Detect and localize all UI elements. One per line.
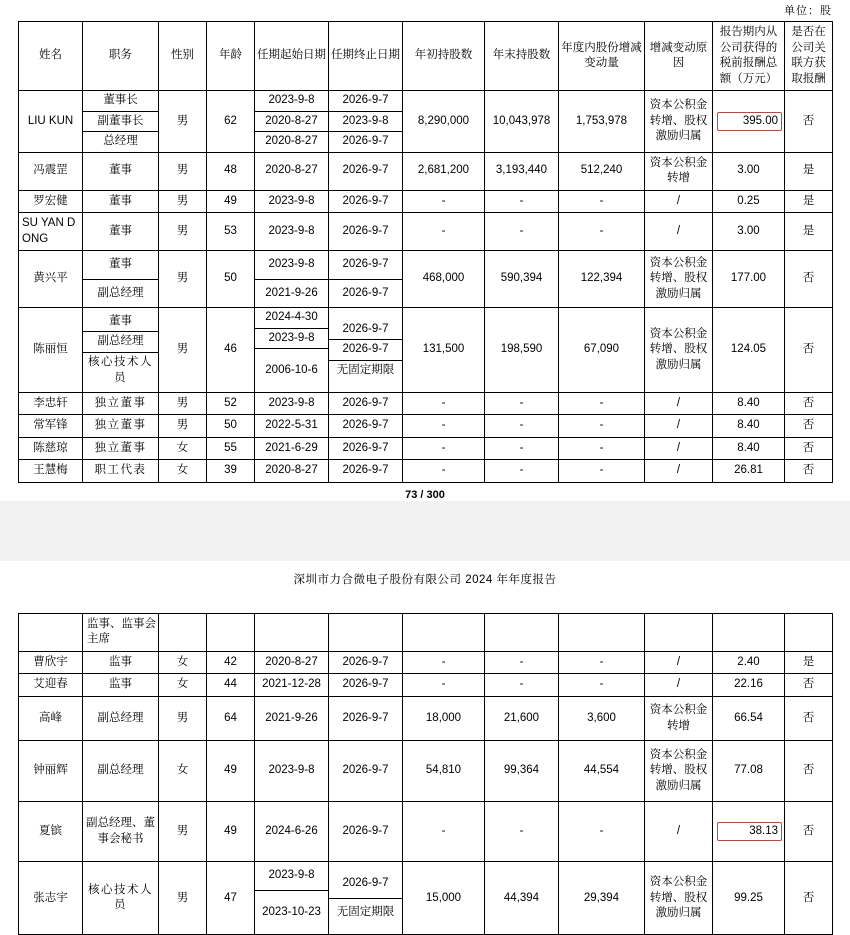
cell-title: 副总经理	[83, 332, 158, 353]
cell-name: 李忠轩	[19, 392, 83, 415]
cell-gender: 女	[159, 674, 207, 697]
cell-related-party-pay: 否	[785, 392, 833, 415]
cell-change-reason: 资本公积金转增、股权激励归属	[645, 862, 713, 935]
table-row	[19, 862, 833, 935]
cell-shares-end: 198,590	[485, 308, 559, 393]
cell-name: 冯震罡	[19, 152, 83, 190]
cell-start-date: 2024-6-26	[255, 801, 329, 862]
cell-age	[207, 613, 255, 651]
cell-change-reason: /	[645, 801, 713, 862]
cell-shares-end: 99,364	[485, 741, 559, 802]
cell-start-date: 2023-9-8	[255, 213, 329, 251]
cell-end-date: 2026-9-7	[329, 91, 402, 112]
cell-shares-change: -	[559, 415, 645, 438]
cell-related-party-pay: 是	[785, 152, 833, 190]
cell-change-reason: /	[645, 460, 713, 483]
cell-related-party-pay: 否	[785, 91, 833, 153]
cell-change-reason: /	[645, 190, 713, 213]
cell-shares-end: 21,600	[485, 696, 559, 741]
cell-start-date: 2020-8-27	[255, 651, 329, 674]
cell-age: 49	[207, 801, 255, 862]
cell-shares-begin: -	[403, 190, 485, 213]
cell-title: 董事	[83, 251, 158, 280]
cell-gender: 男	[159, 308, 207, 393]
cell-shares-begin: -	[403, 415, 485, 438]
cell-pay: 8.40	[713, 437, 785, 460]
cell-start-date: 2021-9-26	[265, 286, 318, 299]
cell-name: LIU KUN	[19, 91, 83, 153]
cell-age: 50	[207, 251, 255, 308]
cell-start-date: 2023-9-8	[255, 862, 328, 891]
cell-age: 62	[207, 91, 255, 153]
cell-gender: 女	[159, 741, 207, 802]
cell-shares-change: 1,753,978	[559, 91, 645, 153]
table-header-row	[19, 22, 833, 91]
cell-shares-begin: -	[403, 460, 485, 483]
cell-age: 42	[207, 651, 255, 674]
cell-pay: 177.00	[713, 251, 785, 308]
cell-title: 董事	[83, 213, 159, 251]
cell-end-date: 2023-9-8	[329, 112, 402, 133]
cell-pay: 8.40	[713, 392, 785, 415]
table-row	[19, 213, 833, 251]
cell-shares-end: -	[485, 415, 559, 438]
header-pay: 报告期内从公司获得的税前报酬总额（万元）	[713, 22, 785, 91]
cell-shares-end: -	[485, 392, 559, 415]
cell-change-reason: /	[645, 437, 713, 460]
cell-shares-begin: -	[403, 651, 485, 674]
header-shares-end: 年末持股数	[485, 22, 559, 91]
table-row	[19, 696, 833, 741]
cell-pay: 77.08	[713, 741, 785, 802]
table-row	[19, 392, 833, 415]
cell-end-date: 2026-9-7	[329, 801, 403, 862]
cell-gender: 男	[159, 152, 207, 190]
cell-end-date: 无固定期限	[336, 905, 395, 918]
table-row	[19, 251, 833, 308]
cell-age: 39	[207, 460, 255, 483]
cell-shares-begin: 8,290,000	[403, 91, 485, 153]
cell-title: 核心技术人员	[88, 355, 153, 384]
cell-shares-begin: -	[403, 437, 485, 460]
cell-pay: 8.40	[713, 415, 785, 438]
header-change-reason: 增减变动原因	[645, 22, 713, 91]
cell-gender	[159, 613, 207, 651]
cell-pay: 2.40	[713, 651, 785, 674]
cell-related-party-pay	[785, 613, 833, 651]
page-separator	[0, 501, 850, 561]
cell-name: 陈慈琼	[19, 437, 83, 460]
page-number: 73 / 300	[405, 488, 445, 501]
table-row	[19, 613, 833, 651]
unit-note: 单位：股	[784, 5, 832, 17]
cell-start-date: 2021-6-29	[255, 437, 329, 460]
cell-pay: 3.00	[713, 152, 785, 190]
cell-end-date: 2026-9-7	[329, 340, 402, 361]
cell-name: 张志宇	[19, 862, 83, 935]
cell-start-date: 2023-9-8	[255, 741, 329, 802]
cell-age: 64	[207, 696, 255, 741]
cell-shares-end: 590,394	[485, 251, 559, 308]
header-related-party-pay: 是否在公司关联方获取报酬	[785, 22, 833, 91]
cell-gender: 男	[159, 862, 207, 935]
cell-end-date: 2026-9-7	[329, 460, 403, 483]
cell-start-date: 2021-12-28	[255, 674, 329, 697]
cell-shares-change: 44,554	[559, 741, 645, 802]
cell-related-party-pay: 是	[785, 651, 833, 674]
cell-name: 高峰	[19, 696, 83, 741]
cell-change-reason: 资本公积金转增、股权激励归属	[645, 308, 713, 393]
cell-name: 黄兴平	[19, 251, 83, 308]
cell-related-party-pay: 否	[785, 460, 833, 483]
cell-shares-end	[485, 613, 559, 651]
cell-age: 55	[207, 437, 255, 460]
cell-shares-begin: -	[403, 392, 485, 415]
cell-gender: 男	[159, 91, 207, 153]
table-row	[19, 437, 833, 460]
table-row	[19, 91, 833, 153]
cell-age: 53	[207, 213, 255, 251]
cell-start-date: 2023-9-8	[255, 329, 328, 350]
table-row	[19, 741, 833, 802]
cell-gender: 男	[159, 696, 207, 741]
cell-shares-change: -	[559, 460, 645, 483]
cell-end-date: 2026-9-7	[342, 135, 389, 148]
cell-change-reason: /	[645, 213, 713, 251]
cell-title: 副总经理	[83, 741, 159, 802]
cell-shares-end: -	[485, 190, 559, 213]
table-row	[19, 308, 833, 393]
cell-shares-end: 10,043,978	[485, 91, 559, 153]
cell-end-date: 2026-9-7	[329, 213, 403, 251]
cell-gender: 男	[159, 251, 207, 308]
cell-shares-change: -	[559, 213, 645, 251]
cell-name: 曹欣宇	[19, 651, 83, 674]
cell-gender: 男	[159, 190, 207, 213]
cell-shares-end: -	[485, 437, 559, 460]
cell-change-reason	[645, 613, 713, 651]
document-page-2	[0, 561, 850, 935]
cell-end-date: 2026-9-7	[329, 251, 402, 280]
cell-change-reason: /	[645, 392, 713, 415]
cell-pay	[713, 801, 785, 862]
cell-title: 董事	[83, 190, 159, 213]
cell-end-date: 2026-9-7	[329, 741, 403, 802]
cell-start-date: 2006-10-6	[265, 364, 318, 377]
cell-end-date: 2026-9-7	[329, 437, 403, 460]
cell-shares-begin: 18,000	[403, 696, 485, 741]
cell-name: 陈丽恒	[19, 308, 83, 393]
cell-related-party-pay: 否	[785, 308, 833, 393]
cell-gender: 男	[159, 415, 207, 438]
cell-pay: 3.00	[713, 213, 785, 251]
cell-end-date: 2026-9-7	[329, 870, 402, 899]
cell-title: 副董事长	[83, 112, 158, 133]
cell-shares-change: 3,600	[559, 696, 645, 741]
cell-end-date: 无固定期限	[336, 363, 395, 376]
cell-start-date	[255, 613, 329, 651]
cell-gender: 女	[159, 460, 207, 483]
cell-shares-change: -	[559, 392, 645, 415]
cell-pay: 66.54	[713, 696, 785, 741]
cell-end-date: 2026-9-7	[329, 651, 403, 674]
cell-title: 副总经理、董事会秘书	[83, 801, 159, 862]
cell-name: 夏镔	[19, 801, 83, 862]
table-row	[19, 152, 833, 190]
cell-related-party-pay: 是	[785, 190, 833, 213]
cell-title: 独立董事	[83, 392, 159, 415]
cell-age: 49	[207, 190, 255, 213]
cell-start-date: 2020-8-27	[255, 112, 328, 133]
cell-gender: 女	[159, 437, 207, 460]
cell-start-date: 2020-8-27	[265, 135, 318, 148]
cell-gender: 男	[159, 213, 207, 251]
cell-shares-begin: -	[403, 801, 485, 862]
cell-end-date: 2026-9-7	[329, 696, 403, 741]
table-row	[19, 190, 833, 213]
cell-pay: 26.81	[713, 460, 785, 483]
cell-start-date: 2023-9-8	[255, 392, 329, 415]
cell-title: 董事	[83, 152, 159, 190]
cell-pay	[713, 91, 785, 153]
cell-name: 王慧梅	[19, 460, 83, 483]
cell-change-reason: /	[645, 415, 713, 438]
header-title: 职务	[83, 22, 159, 91]
cell-name: 常军锋	[19, 415, 83, 438]
cell-change-reason: 资本公积金转增、股权激励归属	[645, 251, 713, 308]
cell-related-party-pay: 否	[785, 674, 833, 697]
cell-title: 独立董事	[83, 437, 159, 460]
cell-related-party-pay: 否	[785, 741, 833, 802]
cell-shares-change: 67,090	[559, 308, 645, 393]
cell-name: 钟丽辉	[19, 741, 83, 802]
cell-start-date: 2023-9-8	[255, 251, 328, 280]
cell-related-party-pay: 是	[785, 213, 833, 251]
cell-age: 52	[207, 392, 255, 415]
cell-change-reason: /	[645, 651, 713, 674]
cell-title: 副总经理	[97, 286, 144, 299]
cell-end-date: 2026-9-7	[329, 674, 403, 697]
cell-age: 46	[207, 308, 255, 393]
cell-pay: 99.25	[713, 862, 785, 935]
cell-start-date: 2020-8-27	[255, 152, 329, 190]
cell-end-date: 2026-9-7	[329, 152, 403, 190]
cell-change-reason: 资本公积金转增	[645, 152, 713, 190]
table-row	[19, 674, 833, 697]
cell-shares-change: 122,394	[559, 251, 645, 308]
cell-title: 监事	[83, 651, 159, 674]
cell-related-party-pay: 否	[785, 801, 833, 862]
cell-shares-end: -	[485, 674, 559, 697]
cell-shares-begin: 15,000	[403, 862, 485, 935]
cell-start-date: 2022-5-31	[255, 415, 329, 438]
cell-shares-end: -	[485, 651, 559, 674]
cell-shares-end: -	[485, 801, 559, 862]
cell-shares-end: 3,193,440	[485, 152, 559, 190]
cell-shares-change	[559, 613, 645, 651]
cell-pay-highlight: 38.13	[717, 822, 782, 842]
cell-shares-begin: 131,500	[403, 308, 485, 393]
cell-gender: 男	[159, 801, 207, 862]
cell-age: 48	[207, 152, 255, 190]
cell-start-date: 2023-10-23	[262, 905, 321, 918]
cell-gender: 女	[159, 651, 207, 674]
header-shares-begin: 年初持股数	[403, 22, 485, 91]
table-row	[19, 651, 833, 674]
cell-end-date: 2026-9-7	[329, 392, 403, 415]
cell-age: 47	[207, 862, 255, 935]
cell-change-reason: 资本公积金转增、股权激励归属	[645, 91, 713, 153]
cell-change-reason: 资本公积金转增、股权激励归属	[645, 741, 713, 802]
cell-title: 监事、监事会主席	[83, 613, 159, 651]
cell-shares-change: -	[559, 190, 645, 213]
header-end-date: 任期终止日期	[329, 22, 403, 91]
header-age: 年龄	[207, 22, 255, 91]
cell-shares-begin: -	[403, 213, 485, 251]
cell-pay: 124.05	[713, 308, 785, 393]
cell-shares-begin: -	[403, 674, 485, 697]
cell-related-party-pay: 否	[785, 251, 833, 308]
cell-pay: 22.16	[713, 674, 785, 697]
cell-shares-end: -	[485, 213, 559, 251]
table-row	[19, 801, 833, 862]
cell-related-party-pay: 否	[785, 862, 833, 935]
cell-change-reason: /	[645, 674, 713, 697]
running-header: 深圳市力合微电子股份有限公司 2024 年年度报告	[293, 573, 557, 586]
cell-shares-change: -	[559, 437, 645, 460]
cell-title: 董事长	[83, 91, 158, 112]
cell-end-date: 2026-9-7	[329, 190, 403, 213]
cell-age: 49	[207, 741, 255, 802]
cell-title: 副总经理	[83, 696, 159, 741]
cell-shares-change: -	[559, 651, 645, 674]
officers-table-page-2	[18, 613, 833, 935]
cell-change-reason: 资本公积金转增	[645, 696, 713, 741]
cell-related-party-pay: 否	[785, 415, 833, 438]
header-name: 姓名	[19, 22, 83, 91]
cell-shares-end: -	[485, 460, 559, 483]
header-start-date: 任期起始日期	[255, 22, 329, 91]
cell-end-date	[329, 613, 403, 651]
cell-name: 罗宏健	[19, 190, 83, 213]
officers-table-page-1	[18, 21, 833, 483]
cell-gender: 男	[159, 392, 207, 415]
cell-pay: 0.25	[713, 190, 785, 213]
cell-related-party-pay: 否	[785, 437, 833, 460]
cell-related-party-pay: 否	[785, 696, 833, 741]
cell-shares-begin: 468,000	[403, 251, 485, 308]
header-gender: 性别	[159, 22, 207, 91]
cell-shares-begin: 54,810	[403, 741, 485, 802]
cell-shares-change: -	[559, 801, 645, 862]
cell-pay-highlight: 395.00	[717, 112, 782, 132]
cell-age: 50	[207, 415, 255, 438]
cell-title: 核心技术人员	[83, 862, 159, 935]
cell-name: SU YAN DONG	[19, 213, 83, 251]
cell-shares-end: 44,394	[485, 862, 559, 935]
cell-age: 44	[207, 674, 255, 697]
cell-title: 监事	[83, 674, 159, 697]
cell-end-date: 2026-9-7	[329, 320, 402, 341]
cell-start-date: 2023-9-8	[255, 190, 329, 213]
cell-title: 总经理	[103, 135, 138, 148]
cell-start-date: 2023-9-8	[255, 91, 328, 112]
cell-shares-begin: 2,681,200	[403, 152, 485, 190]
cell-title: 职工代表	[83, 460, 159, 483]
cell-pay	[713, 613, 785, 651]
cell-name: 艾迎春	[19, 674, 83, 697]
header-shares-change: 年度内股份增减变动量	[559, 22, 645, 91]
table-row	[19, 415, 833, 438]
cell-shares-change: -	[559, 674, 645, 697]
cell-shares-change: 29,394	[559, 862, 645, 935]
cell-shares-change: 512,240	[559, 152, 645, 190]
table-row	[19, 460, 833, 483]
cell-shares-begin	[403, 613, 485, 651]
cell-end-date: 2026-9-7	[342, 286, 389, 299]
cell-title: 独立董事	[83, 415, 159, 438]
cell-title: 董事	[83, 312, 158, 333]
cell-name	[19, 613, 83, 651]
cell-start-date: 2021-9-26	[255, 696, 329, 741]
cell-start-date: 2024-4-30	[255, 308, 328, 329]
cell-start-date: 2020-8-27	[255, 460, 329, 483]
cell-end-date: 2026-9-7	[329, 415, 403, 438]
